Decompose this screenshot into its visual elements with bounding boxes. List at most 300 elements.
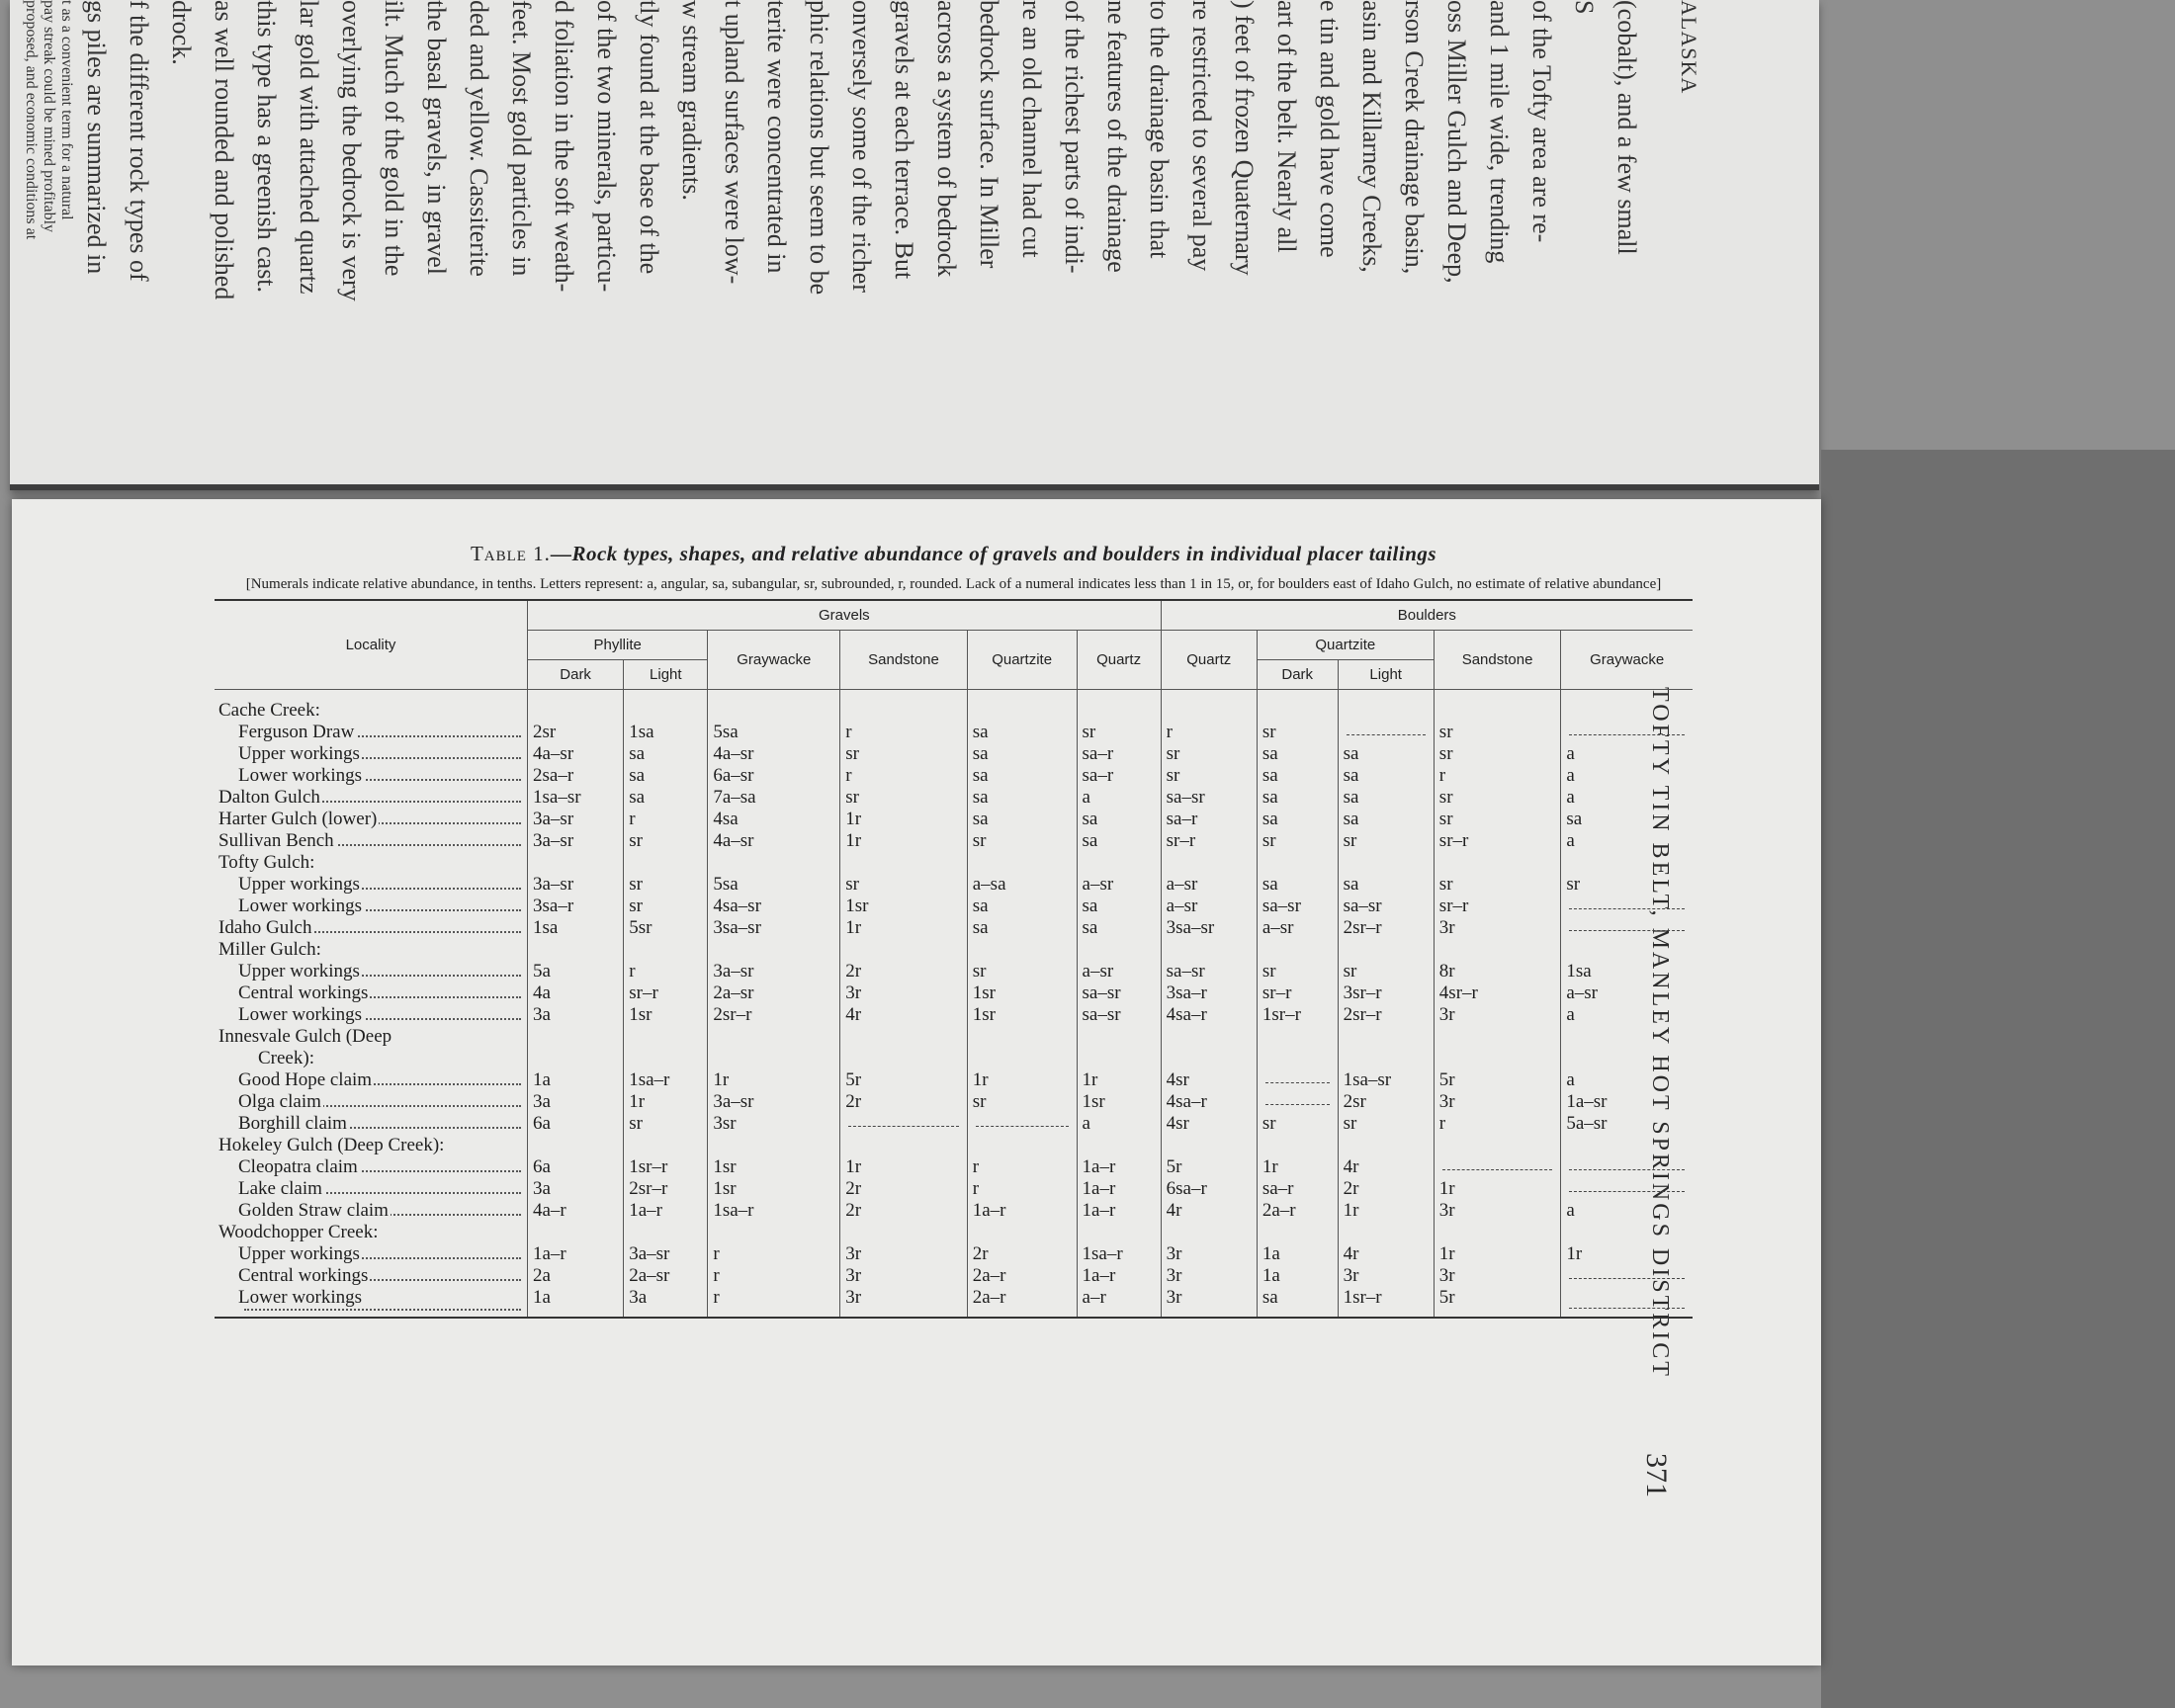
locality-label: Harter Gulch (lower) — [218, 809, 378, 829]
value-cell: 6a — [528, 1113, 624, 1135]
value-cell: 4a–sr — [708, 743, 840, 765]
previous-page-line: ded and yellow. Cassiterite — [465, 0, 493, 277]
previous-page-line: the basal gravels, in gravel — [422, 0, 451, 275]
locality-cell — [215, 1200, 528, 1222]
value-cell — [1161, 939, 1257, 961]
locality-cell — [215, 1004, 528, 1026]
value-cell: 6a — [528, 1156, 624, 1178]
value-cell — [1161, 1048, 1257, 1069]
value-cell: sr — [840, 787, 968, 809]
value-cell: 5r — [1434, 1287, 1561, 1318]
value-cell: a–sa — [967, 874, 1077, 896]
value-cell — [624, 939, 708, 961]
previous-page-line: phic relations but seem to be — [805, 0, 833, 296]
value-cell — [840, 852, 968, 874]
value-cell: 4sr–r — [1434, 982, 1561, 1004]
locality-label: Central workings — [238, 982, 369, 1003]
previous-page-text — [10, 0, 1710, 490]
value-cell: 2sa–r — [528, 765, 624, 787]
value-cell: 3r — [1161, 1243, 1257, 1265]
value-cell: sr — [1338, 961, 1434, 982]
value-cell: 4sa–r — [1161, 1091, 1257, 1113]
value-cell: 1a–r — [967, 1200, 1077, 1222]
table-row — [215, 1222, 1693, 1243]
table-row — [215, 1156, 1693, 1178]
value-cell — [1077, 939, 1161, 961]
value-cell: sr — [1434, 722, 1561, 743]
value-cell: a–sr — [1077, 874, 1161, 896]
value-cell: 5a–sr — [1561, 1113, 1693, 1135]
value-cell: 8r — [1434, 961, 1561, 982]
scan-background-strip — [1821, 450, 2175, 1708]
previous-page-line: this type has a greenish cast. — [252, 0, 281, 294]
table-row — [215, 1135, 1693, 1156]
value-cell — [1338, 1048, 1434, 1069]
table-row — [215, 765, 1693, 787]
value-cell: 7a–sa — [708, 787, 840, 809]
value-cell: a — [1561, 743, 1693, 765]
value-cell: 3a–sr — [624, 1243, 708, 1265]
locality-cell — [215, 1178, 528, 1200]
value-cell: sa — [1338, 765, 1434, 787]
locality-label: Creek): — [258, 1048, 314, 1068]
locality-label: Woodchopper Creek: — [218, 1222, 379, 1242]
table-row — [215, 1287, 1693, 1318]
value-cell: 2r — [1338, 1178, 1434, 1200]
value-cell — [528, 1026, 624, 1048]
value-cell: 4r — [840, 1004, 968, 1026]
value-cell: 4a–sr — [528, 743, 624, 765]
value-cell — [1561, 852, 1693, 874]
locality-label: Tofty Gulch: — [218, 852, 315, 873]
locality-cell — [215, 1222, 528, 1243]
value-cell — [840, 1113, 968, 1135]
value-cell: r — [708, 1243, 840, 1265]
table-row — [215, 874, 1693, 896]
table-row — [215, 722, 1693, 743]
table-row — [215, 1091, 1693, 1113]
value-cell: 5sa — [708, 874, 840, 896]
value-cell: 1a — [1257, 1243, 1338, 1265]
value-cell: 6a–sr — [708, 765, 840, 787]
table-row — [215, 690, 1693, 723]
value-cell: sa — [967, 896, 1077, 917]
value-cell: sa — [624, 743, 708, 765]
locality-cell — [215, 1135, 528, 1156]
value-cell: 3a–sr — [528, 830, 624, 852]
col-graywacke: Graywacke — [708, 631, 840, 690]
value-cell: sr — [624, 874, 708, 896]
value-cell: sr — [1338, 1113, 1434, 1135]
value-cell: sa — [1257, 809, 1338, 830]
previous-page-line: lar gold with attached quartz — [295, 0, 323, 295]
value-cell: sa–r — [1077, 765, 1161, 787]
value-cell: 1r — [967, 1069, 1077, 1091]
value-cell — [1161, 1026, 1257, 1048]
value-cell — [1257, 1135, 1338, 1156]
value-cell: 2r — [840, 961, 968, 982]
value-cell: 1r — [840, 830, 968, 852]
value-cell: 1sr — [1077, 1091, 1161, 1113]
previous-page-footnote: t as a convenient term for a natural — [58, 0, 75, 220]
value-cell — [1338, 1026, 1434, 1048]
value-cell: 2sr — [1338, 1091, 1434, 1113]
value-cell — [1161, 690, 1257, 723]
value-cell: sr–r — [1161, 830, 1257, 852]
value-cell: 1sr–r — [1257, 1004, 1338, 1026]
value-cell — [1561, 1287, 1693, 1318]
previous-page-line: w stream gradients. — [677, 0, 706, 201]
value-cell: 2sr–r — [708, 1004, 840, 1026]
previous-page-line: gravels at each terrace. But — [890, 0, 918, 280]
value-cell: sa — [1257, 743, 1338, 765]
previous-page-line: ) feet of frozen Quaternary — [1230, 0, 1259, 276]
value-cell: 1a–sr — [1561, 1091, 1693, 1113]
value-cell — [1161, 1135, 1257, 1156]
value-cell — [840, 1222, 968, 1243]
value-cell: 2r — [840, 1178, 968, 1200]
previous-page-line: re restricted to several pay — [1187, 0, 1216, 272]
value-cell: sr — [624, 1113, 708, 1135]
locality-label: Lower workings — [238, 1287, 363, 1308]
value-cell: 4sr — [1161, 1113, 1257, 1135]
value-cell — [1077, 1026, 1161, 1048]
value-cell: 3r — [840, 1287, 968, 1318]
value-cell: sa — [1338, 874, 1434, 896]
value-cell: 4sa — [708, 809, 840, 830]
value-cell: r — [840, 765, 968, 787]
value-cell: 4a–r — [528, 1200, 624, 1222]
value-cell — [528, 1222, 624, 1243]
value-cell — [1338, 722, 1434, 743]
table-row — [215, 1048, 1693, 1069]
locality-label: Hokeley Gulch (Deep Creek): — [218, 1135, 445, 1155]
value-cell — [1561, 939, 1693, 961]
value-cell: 3sa–sr — [1161, 917, 1257, 939]
value-cell: sa — [624, 787, 708, 809]
value-cell — [1434, 939, 1561, 961]
value-cell: 4sa–r — [1161, 1004, 1257, 1026]
value-cell: sa — [1338, 809, 1434, 830]
value-cell — [1561, 722, 1693, 743]
value-cell: 5sa — [708, 722, 840, 743]
value-cell: sa — [1257, 1287, 1338, 1318]
previous-page-line: S — [1570, 0, 1599, 15]
value-cell — [1257, 852, 1338, 874]
value-cell — [1434, 1048, 1561, 1069]
value-cell: 5r — [840, 1069, 968, 1091]
table-row — [215, 917, 1693, 939]
col-quartz: Quartz — [1077, 631, 1161, 690]
value-cell: 3a — [528, 1004, 624, 1026]
value-cell: a–sr — [1257, 917, 1338, 939]
value-cell — [1561, 1265, 1693, 1287]
value-cell — [1077, 1135, 1161, 1156]
value-cell: 1r — [840, 809, 968, 830]
table-row — [215, 939, 1693, 961]
table-row — [215, 896, 1693, 917]
header-row-1 — [215, 600, 1693, 631]
value-cell: 1r — [624, 1091, 708, 1113]
previous-page-line: tly found at the base of the — [635, 0, 663, 275]
value-cell — [1561, 896, 1693, 917]
previous-page-header: ALASKA — [1677, 0, 1701, 95]
previous-page-line: gs piles are summarized in — [82, 0, 111, 275]
value-cell: 1a — [1257, 1265, 1338, 1287]
locality-label: Lower workings — [238, 765, 363, 786]
table-row — [215, 787, 1693, 809]
value-cell: 3a–sr — [528, 809, 624, 830]
table-row — [215, 1200, 1693, 1222]
value-cell: a — [1561, 1200, 1693, 1222]
value-cell: 1r — [1434, 1178, 1561, 1200]
value-cell: sr — [624, 896, 708, 917]
locality-label: Dalton Gulch — [218, 787, 320, 808]
table-row — [215, 809, 1693, 830]
value-cell: 1sa–r — [708, 1200, 840, 1222]
value-cell — [967, 690, 1077, 723]
value-cell — [1257, 1048, 1338, 1069]
table-caption: —Rock types, shapes, and relative abundance of gravels and boulders in individual placer tailings — [550, 542, 1437, 565]
value-cell: sr — [1338, 830, 1434, 852]
value-cell — [1257, 1222, 1338, 1243]
locality-cell — [215, 896, 528, 917]
value-cell — [528, 1135, 624, 1156]
value-cell: 1r — [840, 1156, 968, 1178]
locality-label: Upper workings — [238, 874, 360, 895]
value-cell — [1257, 1069, 1338, 1091]
previous-page-footnote: pay streak could be mined profitably — [41, 0, 57, 233]
rock-types-table — [215, 599, 1693, 1319]
table-row — [215, 1178, 1693, 1200]
value-cell: 1sr–r — [624, 1156, 708, 1178]
value-cell: sa — [967, 917, 1077, 939]
value-cell: 4r — [1338, 1156, 1434, 1178]
value-cell: sa — [1338, 743, 1434, 765]
value-cell: sr — [1257, 1113, 1338, 1135]
value-cell — [1257, 1026, 1338, 1048]
value-cell: 1a–r — [624, 1200, 708, 1222]
locality-label: Upper workings — [238, 961, 360, 982]
value-cell: 2a–sr — [624, 1265, 708, 1287]
value-cell: sa — [1077, 917, 1161, 939]
value-cell: 1a–r — [528, 1243, 624, 1265]
previous-page-line: onversely some of the richer — [847, 0, 876, 294]
value-cell: 3sa–r — [1161, 982, 1257, 1004]
value-cell: sa–r — [1257, 1178, 1338, 1200]
locality-cell — [215, 830, 528, 852]
value-cell: a — [1561, 1069, 1693, 1091]
previous-page — [10, 0, 1819, 490]
previous-page-line: of the Tofty area are re- — [1527, 0, 1556, 243]
value-cell: a — [1561, 765, 1693, 787]
value-cell: r — [1434, 765, 1561, 787]
locality-cell — [215, 874, 528, 896]
value-cell — [1561, 1026, 1693, 1048]
value-cell: 3sr — [708, 1113, 840, 1135]
value-cell: sa — [1257, 787, 1338, 809]
value-cell: r — [1161, 722, 1257, 743]
locality-cell — [215, 809, 528, 830]
table-title — [215, 542, 1693, 566]
previous-page-line: bedrock surface. In Miller — [975, 0, 1003, 269]
value-cell: sa–sr — [1338, 896, 1434, 917]
locality-label: Good Hope claim — [238, 1069, 373, 1090]
value-cell: 5r — [1161, 1156, 1257, 1178]
locality-cell — [215, 1265, 528, 1287]
value-cell: 1r — [1077, 1069, 1161, 1091]
value-cell — [1338, 1135, 1434, 1156]
value-cell: sr–r — [1434, 896, 1561, 917]
value-cell: 4a — [528, 982, 624, 1004]
value-cell — [1257, 690, 1338, 723]
value-cell: a — [1077, 1113, 1161, 1135]
value-cell: 1a–r — [1077, 1156, 1161, 1178]
value-cell: 2r — [967, 1243, 1077, 1265]
value-cell: sr — [1257, 961, 1338, 982]
locality-label: Innesvale Gulch (Deep — [218, 1026, 392, 1047]
value-cell: 3a — [528, 1178, 624, 1200]
table-row — [215, 830, 1693, 852]
value-cell: sr — [840, 743, 968, 765]
value-cell: sa–r — [1161, 809, 1257, 830]
value-cell: r — [840, 722, 968, 743]
value-cell — [708, 939, 840, 961]
value-cell: 3a–sr — [528, 874, 624, 896]
previous-page-line: ne features of the drainage — [1102, 0, 1131, 273]
value-cell: 3r — [1434, 1091, 1561, 1113]
value-cell: 2sr–r — [624, 1178, 708, 1200]
table-row — [215, 961, 1693, 982]
locality-label: Cleopatra claim — [238, 1156, 358, 1177]
value-cell — [1338, 852, 1434, 874]
value-cell: 2a — [528, 1265, 624, 1287]
value-cell: 5r — [1434, 1069, 1561, 1091]
value-cell: r — [624, 961, 708, 982]
previous-page-line: across a system of bedrock — [932, 0, 961, 278]
locality-cell — [215, 1091, 528, 1113]
value-cell — [1161, 1222, 1257, 1243]
value-cell: sa — [1077, 830, 1161, 852]
value-cell: sa–sr — [1077, 1004, 1161, 1026]
value-cell — [1077, 1222, 1161, 1243]
value-cell: sr — [1161, 743, 1257, 765]
value-cell: 3r — [1161, 1287, 1257, 1318]
value-cell — [624, 1135, 708, 1156]
value-cell — [1077, 1048, 1161, 1069]
value-cell — [840, 1135, 968, 1156]
previous-page-line: terite were concentrated in — [762, 0, 791, 274]
value-cell — [1161, 852, 1257, 874]
locality-label: Sullivan Bench — [218, 830, 334, 851]
value-cell: sa — [1338, 787, 1434, 809]
value-cell: 1sa — [1561, 961, 1693, 982]
value-cell — [1561, 1048, 1693, 1069]
locality-cell — [215, 1026, 528, 1048]
value-cell — [708, 1135, 840, 1156]
value-cell — [840, 1048, 968, 1069]
value-cell: sr — [1561, 874, 1693, 896]
col-sandstone: Sandstone — [840, 631, 968, 690]
table-row — [215, 1243, 1693, 1265]
value-cell: 3r — [1161, 1265, 1257, 1287]
previous-page-line: rson Creek drainage basin, — [1400, 0, 1429, 275]
value-cell — [1561, 690, 1693, 723]
value-cell — [1561, 1222, 1693, 1243]
value-cell: 3r — [840, 1243, 968, 1265]
locality-cell — [215, 1156, 528, 1178]
locality-cell — [215, 982, 528, 1004]
value-cell: sa — [967, 787, 1077, 809]
value-cell — [624, 1222, 708, 1243]
value-cell: 3sa–r — [528, 896, 624, 917]
value-cell — [624, 852, 708, 874]
value-cell: sr — [1434, 743, 1561, 765]
value-cell: 6sa–r — [1161, 1178, 1257, 1200]
value-cell: 3r — [1434, 1004, 1561, 1026]
table-row — [215, 982, 1693, 1004]
value-cell — [528, 690, 624, 723]
value-cell — [840, 939, 968, 961]
value-cell: 1r — [708, 1069, 840, 1091]
table-row — [215, 852, 1693, 874]
spacer — [1648, 0, 1668, 490]
locality-cell — [215, 787, 528, 809]
value-cell — [528, 852, 624, 874]
value-cell — [967, 1135, 1077, 1156]
value-cell: 3a — [528, 1091, 624, 1113]
locality-cell — [215, 1243, 528, 1265]
value-cell: a–sr — [1161, 874, 1257, 896]
value-cell: sr — [1257, 830, 1338, 852]
value-cell: sr — [1434, 874, 1561, 896]
table-number: Table 1. — [470, 542, 551, 565]
col-phyllite-dark: Dark — [528, 660, 624, 690]
locality-label: Upper workings — [238, 1243, 360, 1264]
locality-label: Central workings — [238, 1265, 369, 1286]
value-cell — [967, 1222, 1077, 1243]
value-cell — [624, 690, 708, 723]
value-cell: 3a — [624, 1287, 708, 1318]
value-cell — [1257, 939, 1338, 961]
value-cell: 5sr — [624, 917, 708, 939]
value-cell — [1561, 1135, 1693, 1156]
value-cell: r — [708, 1265, 840, 1287]
locality-label: Lake claim — [238, 1178, 322, 1199]
locality-cell — [215, 743, 528, 765]
value-cell: 1sr–r — [1338, 1287, 1434, 1318]
col-boulder-quartzite-light: Light — [1338, 660, 1434, 690]
value-cell: a — [1077, 787, 1161, 809]
value-cell: 2sr–r — [1338, 917, 1434, 939]
value-cell — [967, 1113, 1077, 1135]
value-cell: 2sr–r — [1338, 1004, 1434, 1026]
value-cell: 3r — [1434, 1200, 1561, 1222]
value-cell — [708, 1048, 840, 1069]
table-row — [215, 1004, 1693, 1026]
previous-page-line: (cobalt), and a few small — [1612, 0, 1641, 255]
previous-page-line: of the richest parts of indi- — [1060, 0, 1088, 274]
value-cell: 5a — [528, 961, 624, 982]
locality-label: Cache Creek: — [218, 700, 320, 721]
previous-page-line: f the different rock types of — [125, 0, 153, 282]
value-cell: sa–sr — [1161, 787, 1257, 809]
value-cell: a — [1561, 830, 1693, 852]
value-cell: 3r — [1338, 1265, 1434, 1287]
value-cell: sa — [1561, 809, 1693, 830]
value-cell: 1sr — [967, 982, 1077, 1004]
value-cell: r — [1434, 1113, 1561, 1135]
